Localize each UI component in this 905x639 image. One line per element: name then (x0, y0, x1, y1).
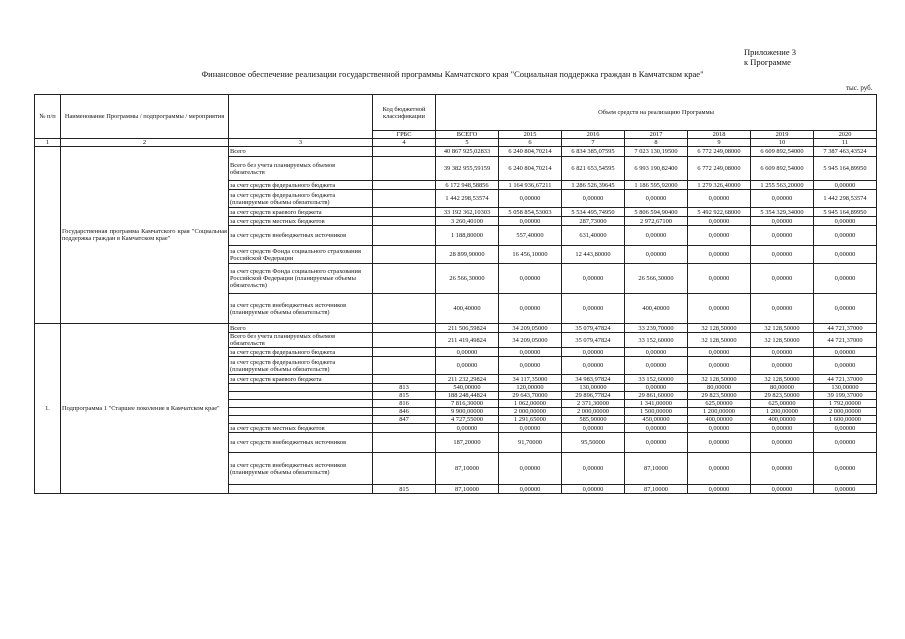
amount-cell: 0,00000 (814, 294, 877, 324)
amount-cell: 0,00000 (562, 264, 625, 294)
amount-cell: 540,00000 (436, 384, 499, 392)
amount-cell: 631,40000 (562, 226, 625, 246)
amount-cell: 0,00000 (499, 453, 562, 485)
amount-cell: 6 772 249,08000 (688, 157, 751, 181)
amount-cell: 0,00000 (562, 453, 625, 485)
amount-cell: 1 442 298,53574 (814, 190, 877, 208)
amount-cell: 33 152,60000 (625, 333, 688, 348)
amount-cell: 625,00000 (688, 400, 751, 408)
amount-cell: 6 240 804,70214 (499, 147, 562, 157)
amount-cell: 1 279 326,40000 (688, 181, 751, 190)
amount-cell: 4 727,55000 (436, 416, 499, 424)
amount-cell: 0,00000 (814, 357, 877, 375)
program-name: Государственная программа Камчатского края "Социальная поддержка граждан в Камчатском крае" (61, 147, 229, 324)
amount-cell: 120,00000 (499, 384, 562, 392)
column-number: 8 (625, 139, 688, 147)
amount-cell: 0,00000 (814, 226, 877, 246)
grbs-code (373, 294, 436, 324)
amount-cell: 400,00000 (688, 416, 751, 424)
amount-cell: 0,00000 (814, 433, 877, 453)
amount-cell: 29 896,77824 (562, 392, 625, 400)
header-year: 2020 (814, 131, 877, 139)
amount-cell: 34 117,35000 (499, 375, 562, 384)
amount-cell: 5 945 164,89950 (814, 157, 877, 181)
amount-cell: 35 079,47824 (562, 333, 625, 348)
amount-cell: 16 456,10000 (499, 246, 562, 264)
header-year: ВСЕГО (436, 131, 499, 139)
units-label: тыс. руб. (846, 84, 873, 92)
header-row-main (35, 95, 877, 131)
amount-cell: 9 900,00000 (436, 408, 499, 416)
amount-cell: 5 354 329,34000 (751, 208, 814, 217)
amount-cell: 5 806 594,90400 (625, 208, 688, 217)
amount-cell: 1 200,00000 (688, 408, 751, 416)
amount-cell: 0,00000 (814, 453, 877, 485)
funding-source-label (229, 400, 373, 408)
amount-cell: 0,00000 (562, 357, 625, 375)
amount-cell: 1 442 298,53574 (436, 190, 499, 208)
amount-cell: 32 128,50000 (688, 324, 751, 333)
amount-cell: 0,00000 (688, 294, 751, 324)
grbs-code (373, 264, 436, 294)
funding-source-label: за счет средств Фонда социального страхования Российской Федерации (229, 246, 373, 264)
amount-cell: 29 823,50000 (751, 392, 814, 400)
amount-cell: 6 609 892,54000 (751, 147, 814, 157)
grbs-code (373, 357, 436, 375)
amount-cell: 12 443,80000 (562, 246, 625, 264)
amount-cell: 2 000,00000 (562, 408, 625, 416)
budget-table (34, 94, 877, 494)
grbs-code (373, 433, 436, 453)
amount-cell: 80,00000 (751, 384, 814, 392)
funding-source-label: за счет средств федерального бюджета (планируемые объемы обязательств) (229, 190, 373, 208)
amount-cell: 0,00000 (625, 384, 688, 392)
header-volume: Объем средств на реализацию Программы (436, 95, 877, 131)
amount-cell: 0,00000 (688, 226, 751, 246)
funding-source-label: за счет средств федерального бюджета (229, 348, 373, 357)
header-year: 2017 (625, 131, 688, 139)
amount-cell: 26 566,30000 (625, 264, 688, 294)
funding-source-label: за счет средств местных бюджетов (229, 424, 373, 433)
header-grbs: ГРБС (373, 131, 436, 139)
amount-cell: 0,00000 (751, 264, 814, 294)
grbs-code (373, 333, 436, 348)
amount-cell: 3 260,40100 (436, 217, 499, 226)
grbs-code: 816 (373, 400, 436, 408)
amount-cell: 0,00000 (625, 357, 688, 375)
column-number: 10 (751, 139, 814, 147)
amount-cell: 450,00000 (625, 416, 688, 424)
grbs-code: 847 (373, 416, 436, 424)
amount-cell: 91,70000 (499, 433, 562, 453)
amount-cell: 39 199,37000 (814, 392, 877, 400)
column-number: 2 (61, 139, 229, 147)
amount-cell: 0,00000 (688, 246, 751, 264)
funding-source-label: за счет средств краевого бюджета (229, 208, 373, 217)
amount-cell: 0,00000 (751, 190, 814, 208)
amount-cell: 44 721,37000 (814, 333, 877, 348)
grbs-code: 815 (373, 392, 436, 400)
grbs-code (373, 246, 436, 264)
appendix-line-2: к Программе (744, 57, 791, 67)
appendix-note (744, 47, 796, 67)
amount-cell: 0,00000 (688, 424, 751, 433)
amount-cell: 0,00000 (499, 294, 562, 324)
amount-cell: 6 772 249,08000 (688, 147, 751, 157)
amount-cell: 33 152,60000 (625, 375, 688, 384)
amount-cell: 0,00000 (499, 485, 562, 494)
amount-cell: 1 291,65000 (499, 416, 562, 424)
grbs-code (373, 217, 436, 226)
amount-cell: 0,00000 (625, 226, 688, 246)
amount-cell: 400,00000 (751, 416, 814, 424)
amount-cell: 5 058 854,53003 (499, 208, 562, 217)
grbs-code (373, 375, 436, 384)
amount-cell: 0,00000 (751, 246, 814, 264)
amount-cell: 6 609 892,54000 (751, 157, 814, 181)
amount-cell: 625,00000 (751, 400, 814, 408)
appendix-line-1: Приложение 3 (744, 47, 796, 57)
amount-cell: 32 128,50000 (751, 375, 814, 384)
grbs-code (373, 324, 436, 333)
funding-source-label: за счет средств местных бюджетов (229, 217, 373, 226)
amount-cell: 188 248,44824 (436, 392, 499, 400)
funding-source-label: за счет средств федерального бюджета (планируемые объемы обязательств) (229, 357, 373, 375)
amount-cell: 0,00000 (499, 424, 562, 433)
funding-source-label: за счет средств краевого бюджета (229, 375, 373, 384)
amount-cell: 1 200,00000 (751, 408, 814, 416)
column-number: 4 (373, 139, 436, 147)
amount-cell: 1 188,80000 (436, 226, 499, 246)
funding-source-label (229, 408, 373, 416)
amount-cell: 0,00000 (562, 348, 625, 357)
amount-cell: 32 128,50000 (751, 333, 814, 348)
amount-cell: 6 993 190,82400 (625, 157, 688, 181)
amount-cell: 32 128,50000 (688, 333, 751, 348)
grbs-code (373, 147, 436, 157)
column-number: 9 (688, 139, 751, 147)
amount-cell: 44 721,37000 (814, 324, 877, 333)
amount-cell: 34 209,05000 (499, 324, 562, 333)
amount-cell: 0,00000 (751, 294, 814, 324)
amount-cell: 6 834 385,07595 (562, 147, 625, 157)
funding-source-label: за счет средств внебюджетных источников (229, 226, 373, 246)
amount-cell: 211 232,29824 (436, 375, 499, 384)
amount-cell: 0,00000 (562, 485, 625, 494)
grbs-code (373, 190, 436, 208)
amount-cell: 0,00000 (751, 424, 814, 433)
amount-cell: 0,00000 (814, 485, 877, 494)
amount-cell: 130,00000 (562, 384, 625, 392)
amount-cell: 5 492 922,68000 (688, 208, 751, 217)
grbs-code (373, 157, 436, 181)
grbs-code: 846 (373, 408, 436, 416)
funding-source-label: Всего (229, 147, 373, 157)
amount-cell: 1 186 595,92000 (625, 181, 688, 190)
amount-cell: 0,00000 (436, 357, 499, 375)
amount-cell: 0,00000 (751, 485, 814, 494)
amount-cell: 6 821 653,54595 (562, 157, 625, 181)
amount-cell: 80,00000 (688, 384, 751, 392)
grbs-code (373, 453, 436, 485)
grbs-code (373, 208, 436, 217)
amount-cell: 187,20000 (436, 433, 499, 453)
amount-cell: 0,00000 (499, 348, 562, 357)
amount-cell: 0,00000 (814, 424, 877, 433)
funding-source-label (229, 384, 373, 392)
amount-cell: 34 983,97824 (562, 375, 625, 384)
amount-cell: 0,00000 (499, 217, 562, 226)
amount-cell: 0,00000 (436, 424, 499, 433)
amount-cell: 0,00000 (814, 348, 877, 357)
amount-cell: 87,10000 (436, 485, 499, 494)
amount-cell: 2 000,00000 (814, 408, 877, 416)
amount-cell: 32 128,50000 (688, 375, 751, 384)
amount-cell: 95,50000 (562, 433, 625, 453)
column-number: 1 (35, 139, 61, 147)
header-num: № п/п (35, 95, 61, 139)
amount-cell: 6 172 948,58856 (436, 181, 499, 190)
program-row (35, 147, 877, 157)
amount-cell: 2 000,00000 (499, 408, 562, 416)
funding-source-label (229, 392, 373, 400)
amount-cell: 0,00000 (436, 348, 499, 357)
amount-cell: 0,00000 (751, 217, 814, 226)
amount-cell: 7 387 463,43524 (814, 147, 877, 157)
amount-cell: 0,00000 (688, 190, 751, 208)
column-number: 5 (436, 139, 499, 147)
amount-cell: 0,00000 (688, 453, 751, 485)
column-number: 3 (229, 139, 373, 147)
amount-cell: 0,00000 (751, 357, 814, 375)
amount-cell: 557,40000 (499, 226, 562, 246)
program-number (35, 147, 61, 324)
amount-cell: 0,00000 (499, 264, 562, 294)
amount-cell: 7 023 130,19500 (625, 147, 688, 157)
amount-cell: 29 861,60000 (625, 392, 688, 400)
amount-cell: 0,00000 (688, 485, 751, 494)
amount-cell: 87,10000 (436, 453, 499, 485)
amount-cell: 29 823,50000 (688, 392, 751, 400)
amount-cell: 0,00000 (499, 357, 562, 375)
header-year: 2018 (688, 131, 751, 139)
funding-source-label: за счет средств внебюджетных источников (планируемые объемы обязательств) (229, 453, 373, 485)
amount-cell: 0,00000 (688, 433, 751, 453)
amount-cell: 33 239,70000 (625, 324, 688, 333)
amount-cell: 0,00000 (751, 226, 814, 246)
grbs-code: 815 (373, 485, 436, 494)
amount-cell: 0,00000 (499, 190, 562, 208)
amount-cell: 400,40000 (436, 294, 499, 324)
amount-cell: 0,00000 (814, 246, 877, 264)
amount-cell: 87,10000 (625, 453, 688, 485)
amount-cell: 1 286 526,39645 (562, 181, 625, 190)
amount-cell: 39 382 955,59159 (436, 157, 499, 181)
amount-cell: 0,00000 (814, 217, 877, 226)
amount-cell: 0,00000 (814, 181, 877, 190)
amount-cell: 0,00000 (625, 190, 688, 208)
amount-cell: 585,90000 (562, 416, 625, 424)
header-year: 2019 (751, 131, 814, 139)
header-year: 2016 (562, 131, 625, 139)
amount-cell: 26 566,30000 (436, 264, 499, 294)
header-row-colnums (35, 139, 877, 147)
amount-cell: 0,00000 (751, 348, 814, 357)
amount-cell: 40 867 925,02833 (436, 147, 499, 157)
funding-source-label (229, 416, 373, 424)
column-number: 11 (814, 139, 877, 147)
amount-cell: 0,00000 (688, 264, 751, 294)
funding-source-label (229, 485, 373, 494)
amount-cell: 5 945 164,89950 (814, 208, 877, 217)
funding-source-label: Всего без учета планируемых объемов обязательств (229, 157, 373, 181)
sub1-name: Подпрограмма 1 "Старшее поколение в Камчатском крае" (61, 324, 229, 494)
amount-cell: 0,00000 (688, 357, 751, 375)
amount-cell: 0,00000 (751, 433, 814, 453)
amount-cell: 211 506,59824 (436, 324, 499, 333)
funding-source-label: за счет средств внебюджетных источников (планируемые объемы обязательств) (229, 294, 373, 324)
amount-cell: 1 341,00000 (625, 400, 688, 408)
funding-source-label: Всего (229, 324, 373, 333)
amount-cell: 0,00000 (562, 294, 625, 324)
column-number: 6 (499, 139, 562, 147)
amount-cell: 1 500,00000 (625, 408, 688, 416)
amount-cell: 0,00000 (562, 190, 625, 208)
amount-cell: 1 062,00000 (499, 400, 562, 408)
sub1-number: 1. (35, 324, 61, 494)
amount-cell: 0,00000 (625, 433, 688, 453)
grbs-code (373, 226, 436, 246)
sub1-row (35, 324, 877, 333)
amount-cell: 287,73000 (562, 217, 625, 226)
amount-cell: 35 079,47824 (562, 324, 625, 333)
amount-cell: 0,00000 (625, 424, 688, 433)
amount-cell: 0,00000 (751, 453, 814, 485)
header-name: Наименование Программы / подпрограммы / мероприятия (61, 95, 229, 139)
grbs-code (373, 348, 436, 357)
amount-cell: 33 192 362,10303 (436, 208, 499, 217)
amount-cell: 0,00000 (562, 424, 625, 433)
grbs-code (373, 181, 436, 190)
amount-cell: 400,40000 (625, 294, 688, 324)
header-year: 2015 (499, 131, 562, 139)
amount-cell: 2 371,30000 (562, 400, 625, 408)
funding-source-label: Всего без учета планируемых объемов обязательств (229, 333, 373, 348)
amount-cell: 28 899,90000 (436, 246, 499, 264)
funding-source-label: за счет средств внебюджетных источников (229, 433, 373, 453)
amount-cell: 44 721,37000 (814, 375, 877, 384)
amount-cell: 0,00000 (688, 348, 751, 357)
amount-cell: 2 972,67100 (625, 217, 688, 226)
amount-cell: 7 816,30000 (436, 400, 499, 408)
amount-cell: 0,00000 (625, 246, 688, 264)
column-number: 7 (562, 139, 625, 147)
amount-cell: 34 209,05000 (499, 333, 562, 348)
amount-cell: 0,00000 (688, 217, 751, 226)
document-title: Финансовое обеспечение реализации государственной программы Камчатского края "Социальная поддержка граждан в Камчатском крае" (201, 69, 704, 79)
amount-cell: 5 534 495,74950 (562, 208, 625, 217)
header-blank (229, 95, 373, 139)
amount-cell: 0,00000 (625, 348, 688, 357)
amount-cell: 32 128,50000 (751, 324, 814, 333)
amount-cell: 1 255 563,20000 (751, 181, 814, 190)
amount-cell: 0,00000 (814, 264, 877, 294)
grbs-code: 813 (373, 384, 436, 392)
amount-cell: 87,10000 (625, 485, 688, 494)
funding-source-label: за счет средств Фонда социального страхования Российской Федерации (планируемые объемы обязательств) (229, 264, 373, 294)
amount-cell: 29 643,70000 (499, 392, 562, 400)
amount-cell: 6 240 804,70214 (499, 157, 562, 181)
amount-cell: 130,00000 (814, 384, 877, 392)
amount-cell: 1 792,00000 (814, 400, 877, 408)
funding-source-label: за счет средств федерального бюджета (229, 181, 373, 190)
header-code: Код бюджетной классификации (373, 95, 436, 131)
amount-cell: 1 600,00000 (814, 416, 877, 424)
grbs-code (373, 424, 436, 433)
amount-cell: 1 164 936,67211 (499, 181, 562, 190)
amount-cell: 211 419,49824 (436, 333, 499, 348)
